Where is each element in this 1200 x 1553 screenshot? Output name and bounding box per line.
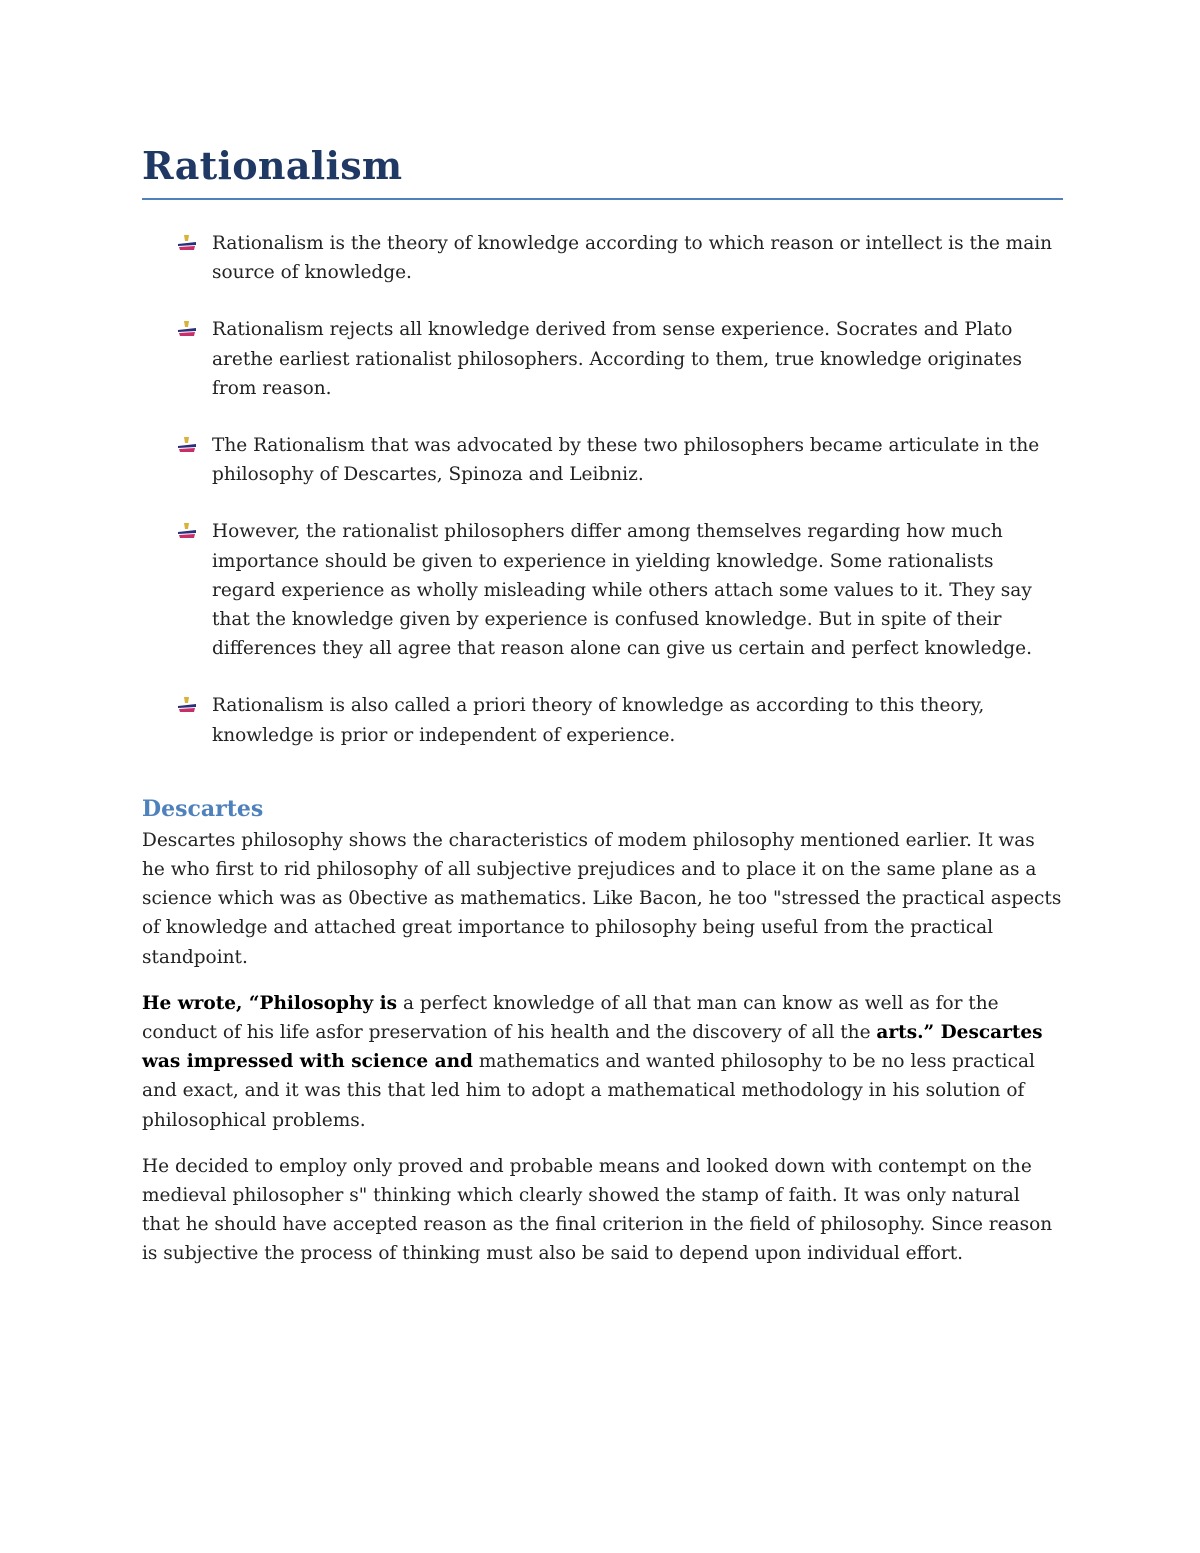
- list-item: [142, 229, 1062, 287]
- bullet-text: Rationalism rejects all knowledge derived from sense experience. Socrates and Plato arethe earliest rationalist philosophers. According to them, true knowledge originates from reason.: [212, 319, 1023, 399]
- list-item: [142, 315, 1062, 403]
- bullet-text: However, the rationalist philosophers differ among themselves regarding how much importance should be given to experience in yielding knowledge. Some rationalists regard experience as wholly misleading while others attach some values to it. They say that the knowledge given by experience is confused knowledge. But in spite of their differences they all agree that reason alone can give us certain and perfect knowledge.: [212, 521, 1032, 660]
- bullet-text: The Rationalism that was advocated by these two philosophers became articulate in the philosophy of Descartes, Spinoza and Leibniz.: [212, 435, 1040, 486]
- page-title: Rationalism: [142, 143, 403, 188]
- list-item: [142, 691, 1062, 749]
- paragraph-quote: [142, 989, 1062, 1135]
- bold-text: arts.” Descartes was impressed with science and: [142, 1022, 1043, 1073]
- list-item: [142, 431, 1062, 489]
- list-item: [142, 517, 1062, 663]
- bullet-text: Rationalism is the theory of knowledge according to which reason or intellect is the main source of knowledge.: [212, 233, 1053, 284]
- paragraph-text: mathematics and wanted philosophy to be no less practical and exact, and it was this that led him to adopt a mathematical methodology in his solution of philosophical problems.: [142, 1051, 1035, 1131]
- bullet-list: [142, 229, 1062, 750]
- title-divider: [142, 198, 1063, 200]
- document-page: [142, 138, 1062, 1286]
- book-stack-bullet-icon: [176, 233, 198, 253]
- bullet-text: Rationalism is also called a priori theory of knowledge as according to this theory, knowledge is prior or independent of experience.: [212, 695, 985, 746]
- paragraph-text: a perfect knowledge of all that man can know as well as for the conduct of his life asfor preservation of his health and the discovery of all the: [142, 992, 999, 1044]
- paragraph: He decided to employ only proved and probable means and looked down with contempt on the medieval philosopher s" thinking which clearly showed the stamp of faith. It was only natural that he should have accepted reason as the final criterion in the field of philosophy. Since reason is subjective the process of thinking must also be said to depend upon individual effort.: [142, 1155, 1053, 1265]
- section-heading-descartes: Descartes: [142, 795, 264, 822]
- book-stack-bullet-icon: [176, 521, 198, 541]
- book-stack-bullet-icon: [176, 435, 198, 455]
- book-stack-bullet-icon: [176, 695, 198, 715]
- bold-text: He wrote, “Philosophy is: [142, 992, 398, 1014]
- paragraph: Descartes philosophy shows the characteristics of modem philosophy mentioned earlier. It was he who first to rid philosophy of all subjective prejudices and to place it on the same plane as a science which was as 0bective as mathematics. Like Bacon, he too "stressed the practical aspects of knowledge and attached great importance to philosophy being useful from the practical standpoint.: [142, 829, 1062, 968]
- book-stack-bullet-icon: [176, 319, 198, 339]
